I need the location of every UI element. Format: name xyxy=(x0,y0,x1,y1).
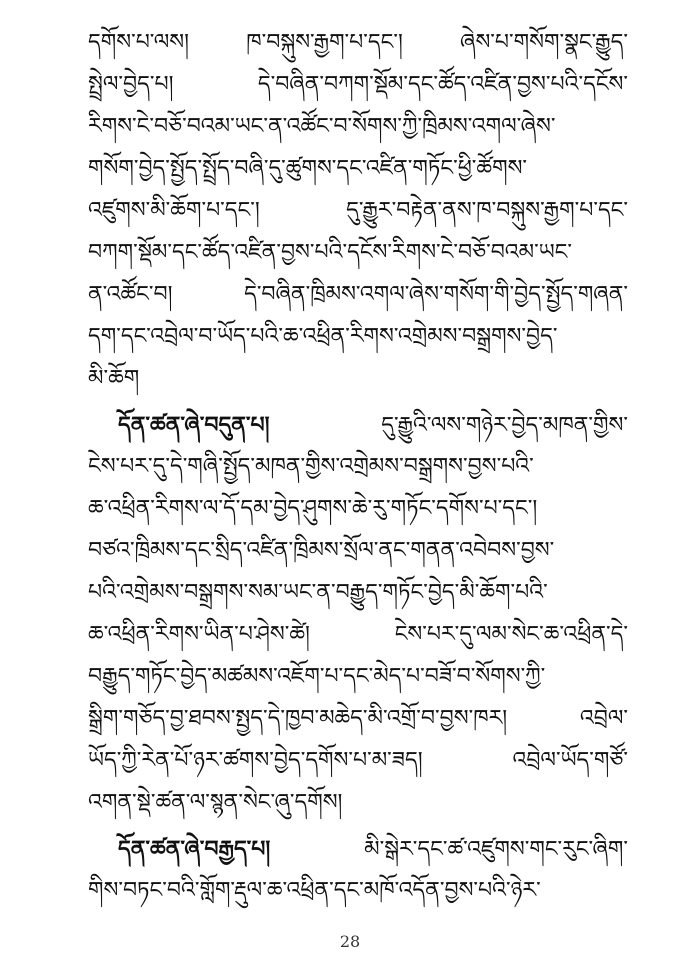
article-heading: དོན་ཚན་ཞེ་བརྒྱད་པ། xyxy=(118,836,271,862)
text-line: བཙའ་ཁྲིམས་དང་སྲིད་འཛིན་ཁྲིམས་སྲོལ་ནང་གནན་འབེབས་བྱས་ xyxy=(88,538,555,563)
text-line: མི་སྒེར་དང་ཚ་འཛུགས་གང་རུང་ཞིག་ xyxy=(364,837,628,862)
text-line: བརྒྱུད་གཏོང་བྱེད་མཚམས་འཇོག་པ་དང་མེད་པ་བཟོ་བ་སོགས་ཀྱི་ xyxy=(88,664,546,689)
text-line: དུ་རྒྱུའི་ལས་གཉེར་བྱེད་མཁན་གྱིས་ xyxy=(381,413,628,438)
article-heading: དོན་ཚན་ཞེ་བདུན་པ། xyxy=(118,412,270,438)
text-line: འཛུགས་མི་ཆོག་པ་དང་། དུ་རྒྱུར་བརྟེན་ནས་ཁ་བསྐུས་རྒྱག་པ་དང་ xyxy=(88,198,628,223)
page-number: 28 xyxy=(339,932,361,951)
text-line: སྤྲེལ་བྱེད་པ། དེ་བཞིན་བཀག་སྡོམ་དང་ཚོད་འཛིན་བྱས་པའི་དངོས་ xyxy=(88,72,628,97)
text-line: པའི་འགྲེམས་བསྒྲགས་སམ་ཡང་ན་བརྒྱུད་གཏོང་བྱེད་མི་ཆོག་པའི་ xyxy=(88,580,548,605)
text-line: གསོག་བྱེད་སྤྱོད་སྤྲོད་བཞི་དུ་ཚུགས་དང་འཛིན་གཏོང་ཕྱི་ཚོགས་ xyxy=(88,156,528,181)
text-line: དག་དང་འབྲེལ་བ་ཡོད་པའི་ཆ་འཕྲིན་རིགས་འགྲེམས་བསྒྲགས་བྱེད་ xyxy=(88,324,558,349)
text-line: ན་འཚོང་བ། དེ་བཞིན་ཁྲིམས་འགལ་ཞེས་གསོག་གི་བྱེད་སྤྱོད་གཞན་ xyxy=(88,282,628,307)
text-line: རིགས་ངེ་བཅོ་བའམ་ཡང་ན་འཚོང་བ་སོགས་ཀྱི་ཁྲིམས་འགལ་ཞེས་ xyxy=(88,114,556,139)
text-line: དགོས་པ་ལས། ཁ་བསྐུས་རྒྱག་པ་དང་། ཞེས་པ་གསོག་སྣང་རྒྱུད་ xyxy=(88,30,628,55)
text-line: སྒྲིག་གཅོད་བྱ་ཐབས་སྤྱད་དེ་ཁྱབ་མཆེད་མི་འགྲོ་བ་བྱས་ཁར། འབྲེལ་ xyxy=(88,706,628,731)
text-line: ཆ་འཕྲིན་རིགས་ལ་དོ་དམ་བྱེད་ཤུགས་ཆེ་རུ་གཏོང་དགོས་པ་དང་། xyxy=(88,496,538,521)
text-line: ཡོད་ཀྱི་རེན་པོ་ཉར་ཚགས་བྱེད་དགོས་པ་མ་ཟད། འབྲེལ་ཡོད་གཙོ་ xyxy=(88,748,628,773)
page-body xyxy=(88,22,628,912)
text-line: ཆ་འཕྲིན་རིགས་ཡིན་པ་ཤེས་ཚེ། ངེས་པར་དུ་ལམ་སེང་ཆ་འཕྲིན་དེ་ xyxy=(88,622,628,647)
article-first-line xyxy=(88,404,628,446)
text-line: མི་ཆོག xyxy=(88,366,140,391)
text-line: གིས་བཏང་བའི་གློག་རྡུལ་ཆ་འཕྲིན་དང་མཁོ་འདོན་བྱས་པའི་ཉེར་ xyxy=(88,878,541,903)
text-line: ངེས་པར་དུ་དེ་གཞི་སྤྱོད་མཁན་གྱིས་འགྲེམས་བསྒྲགས་བྱས་པའི་ xyxy=(88,454,534,479)
article-first-line xyxy=(88,828,628,870)
text-line: འགན་སྡེ་ཚན་ལ་སྙན་སེང་ཞུ་དགོས། xyxy=(88,790,343,815)
text-line: བཀག་སྡོམ་དང་ཚོད་འཛིན་བྱས་པའི་དངོས་རིགས་ངེ་བཅོ་བའམ་ཡང་ xyxy=(88,240,572,265)
